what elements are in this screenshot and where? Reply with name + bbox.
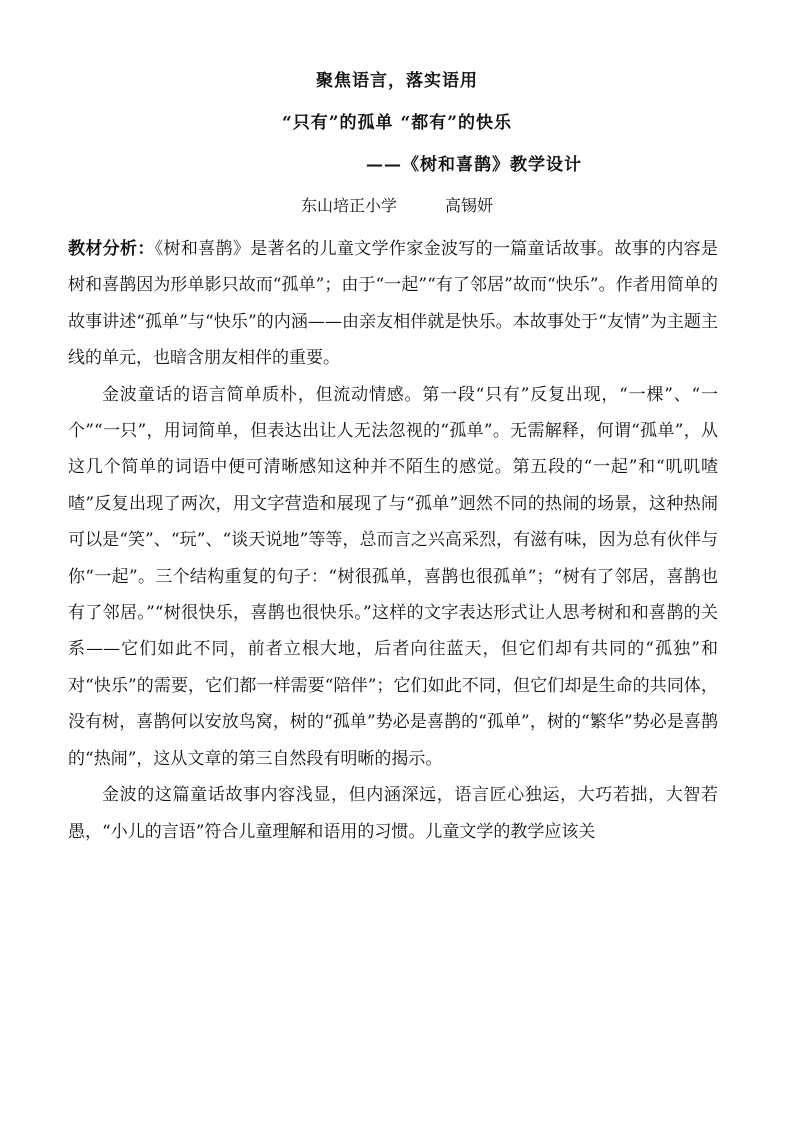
paragraph-analysis xyxy=(68,231,718,377)
paragraph-text: 金波童话的语言简单质朴，但流动情感。第一段“只有”反复出现，“一棵”、“一个”“一只”，用词简单，但表达出让人无法忽视的“孤单”。无需解释，何谓“孤单”，从这几个简单的词语中便可清晰感知这种并不陌生的感觉。第五段的“一起”和“叽叽喳喳”反复出现了两次，用文字营造和展现了与“孤单”迥然不同的热闹的场景，这种热闹可以是“笑”、“玩”、“谈天说地”等等，总而言之兴高采烈，有滋有味，因为总有伙伴与你“一起”。三个结构重复的句子：“树很孤单，喜鹊也很孤单”；“树有了邻居，喜鹊也有了邻居。”“树很快乐，喜鹊也很快乐。”这样的文字表达形式让人思考树和和喜鹊的关系——它们如此不同，前者立根大地，后者向往蓝天，但它们却有共同的“孤独”和对“快乐”的需要，它们都一样需要“陪伴”；它们如此不同，但它们却是生命的共同体，没有树，喜鹊何以安放鸟窝，树的“孤单”势必是喜鹊的“孤单”，树的“繁华”势必是喜鹊的“热闹”，这从文章的第三自然段有明晰的揭示。 xyxy=(68,384,718,769)
author-name: 高锡妍 xyxy=(445,196,494,215)
document-subtitle-lesson: ——《树和喜鹊》教学设计 xyxy=(366,155,582,175)
document-subtitle: “只有”的孤单 “都有”的快乐 xyxy=(281,113,513,133)
document-body xyxy=(68,231,718,850)
paragraph-language xyxy=(68,377,718,777)
document-title: 聚焦语言，落实语用 xyxy=(316,71,478,91)
paragraph-summary xyxy=(68,777,718,850)
author-line xyxy=(0,193,794,216)
school-name: 东山培正小学 xyxy=(300,196,397,215)
paragraph-lead: 教材分析： xyxy=(68,239,155,259)
paragraph-text: 金波的这篇童话故事内容浅显，但内涵深远，语言匠心独运，大巧若拙，大智若愚，“小儿的言语”符合儿童理解和语用的习惯。儿童文学的教学应该关 xyxy=(68,785,718,842)
paragraph-text: 《树和喜鹊》是著名的儿童文学作家金波写的一篇童话故事。故事的内容是树和喜鹊因为形单影只故而“孤单”；由于“一起”“有了邻居”故而“快乐”。作者用简单的故事讲述“孤单”与“快乐”的内涵——由亲友相伴就是快乐。本故事处于“友情”为主题主线的单元，也暗含朋友相伴的重要。 xyxy=(68,239,719,369)
